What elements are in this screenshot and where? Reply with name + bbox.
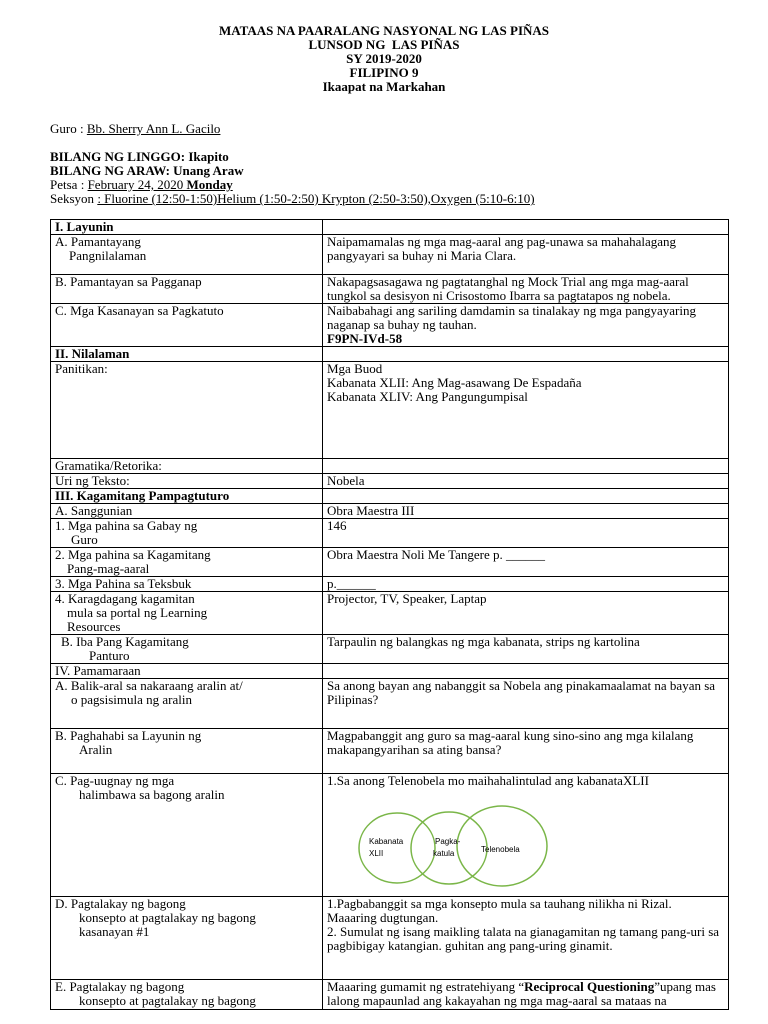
table-cell (323, 459, 729, 474)
row-label (51, 635, 323, 664)
section-heading-layunin: I. Layunin (51, 220, 323, 235)
row-label: 3. Mga Pahina sa Teksbuk (51, 577, 323, 592)
label-line: Pangnilalaman (69, 248, 147, 263)
weekday-value: Monday (186, 177, 233, 192)
day-line: BILANG NG ARAW: Unang Araw (50, 163, 244, 178)
row-value: Nakapagsasagawa ng pagtatanghal ng Mock Trial ang mga mag-aaral tungkol sa desisyon ni Crisostomo Ibarra sa pagtatapos ng nobela. (323, 275, 729, 304)
value-line: 2. Sumulat ng isang maikling talata na gianagamitan ng tamang pang-uri sa pagbibigay katangian. guhitan ang pang-uring ginamit. (327, 924, 720, 953)
value-text: Maaaring gumamit ng estratehiyang “ (327, 979, 525, 994)
row-label (51, 235, 323, 275)
table-row (51, 304, 729, 347)
table-row (51, 980, 729, 1010)
table-row (51, 235, 729, 275)
row-value (323, 362, 729, 459)
label-line: 1. Mga pahina sa Gabay ng (55, 518, 198, 533)
label-line: C. Pag-uugnay ng mga (55, 773, 175, 788)
value-text: ”upang mas lalong mapaunlad ang kakayahan ng mga mag-aaral sa mataas na (327, 979, 716, 1008)
table-row (51, 592, 729, 635)
venn-diagram (327, 788, 724, 896)
section-value: : Fluorine (12:50-1:50)Helium (1:50-2:50) Krypton (2:50-3:50),Oxygen (5:10-6:10) (97, 191, 535, 206)
table-row (51, 635, 729, 664)
row-value: Obra Maestra III (323, 504, 729, 519)
row-value: Naipamamalas ng mga mag-aaral ang pag-unawa sa mahahalagang pangyayari sa buhay ni Maria Clara. (323, 235, 729, 275)
subject-title: FILIPINO 9 (349, 65, 419, 80)
date-line (50, 178, 233, 192)
label-line: mula sa portal ng Learning (67, 605, 208, 620)
row-label (51, 519, 323, 548)
competency-text: Naibabahagi ang sariling damdamin sa tinalakay ng mga pangyayaring naganap sa buhay ng tauhan. (327, 303, 696, 332)
label-line: D. Pagtalakay ng bagong (55, 896, 186, 911)
label-line: Guro (71, 532, 98, 547)
venn-right-label: Telenobela (481, 845, 520, 854)
label-line: kasanayan #1 (79, 924, 150, 939)
table-row (51, 459, 729, 474)
value-line: Mga Buod (327, 361, 383, 376)
row-value: p.______ (323, 577, 729, 592)
table-row (51, 362, 729, 459)
venn-diagram-svg (357, 788, 557, 894)
table-row (51, 548, 729, 577)
school-name: MATAAS NA PAARALANG NASYONAL NG LAS PIÑAS (218, 23, 550, 38)
row-value: Magpabanggit ang guro sa mag-aaral kung sino-sino ang mga kilalang makapangyarihan sa ating bansa? (323, 729, 729, 774)
week-line: BILANG NG LINGGO: Ikapito (50, 149, 229, 164)
row-value (323, 774, 729, 897)
table-row (51, 664, 729, 679)
row-value: Obra Maestra Noli Me Tangere p. ______ (323, 548, 729, 577)
label-line: 4. Karagdagang kagamitan (55, 591, 195, 606)
table-row (51, 774, 729, 897)
row-value: 146 (323, 519, 729, 548)
document-header (0, 24, 768, 94)
venn-middle-circle (411, 812, 487, 884)
venn-left-label-2: XLII (369, 849, 384, 858)
label-line: o pagsisimula ng aralin (71, 692, 192, 707)
school-year: SY 2019-2020 (346, 51, 422, 66)
row-value (323, 980, 729, 1010)
table-row (51, 489, 729, 504)
row-label (51, 679, 323, 729)
label-line: B. Iba Pang Kagamitang (61, 634, 189, 649)
row-value (323, 897, 729, 980)
row-label (51, 548, 323, 577)
label-line: Aralin (79, 742, 113, 757)
label-line: Panturo (89, 648, 130, 663)
table-row (51, 504, 729, 519)
table-cell (323, 347, 729, 362)
label-line: E. Pagtalakay ng bagong (55, 979, 185, 994)
table-row (51, 679, 729, 729)
label-line: Resources (67, 619, 121, 634)
value-line: Kabanata XLIV: Ang Pangungumpisal (327, 389, 528, 404)
row-value: Projector, TV, Speaker, Laptap (323, 592, 729, 635)
section-heading-pamamaraan: IV. Pamamaraan (51, 664, 323, 679)
table-cell (323, 489, 729, 504)
venn-left-label-1: Kabanata (369, 837, 404, 846)
row-label: Gramatika/Retorika: (51, 459, 323, 474)
table-row (51, 729, 729, 774)
row-label: C. Mga Kasanayan sa Pagkatuto (51, 304, 323, 347)
table-row (51, 577, 729, 592)
value-line: Kabanata XLII: Ang Mag-asawang De Espadaña (327, 375, 582, 390)
strategy-name: Reciprocal Questioning (524, 979, 655, 994)
table-row (51, 474, 729, 489)
table-row (51, 347, 729, 362)
row-value: Tarpaulin ng balangkas ng mga kabanata, strips ng kartolina (323, 635, 729, 664)
row-label (51, 980, 323, 1010)
value-line: 1.Pagbabanggit sa mga konsepto mula sa tauhang nilikha ni Rizal. Maaaring dugtungan. (327, 896, 672, 925)
section-heading-kagamitan: III. Kagamitang Pampagtuturo (51, 489, 323, 504)
table-row (51, 220, 729, 235)
label-line: halimbawa sa bagong aralin (79, 787, 225, 802)
city-name: LUNSOD NG LAS PIÑAS (308, 37, 460, 52)
lesson-plan-table (50, 219, 729, 1010)
row-label (51, 774, 323, 897)
venn-middle-label-1: Pagka- (435, 837, 461, 846)
row-label: B. Pamantayan sa Pagganap (51, 275, 323, 304)
row-value (323, 304, 729, 347)
table-cell (323, 220, 729, 235)
row-label (51, 729, 323, 774)
venn-middle-label-2: katula (433, 849, 455, 858)
label-line: A. Pamantayang (55, 234, 141, 249)
section-line (50, 192, 535, 206)
row-label: Panitikan: (51, 362, 323, 459)
label-line: A. Balik-aral sa nakaraang aralin at/ (55, 678, 243, 693)
teacher-label: Guro : (50, 121, 87, 136)
row-label: Uri ng Teksto: (51, 474, 323, 489)
label-line: konsepto at pagtalakay ng bagong (79, 910, 256, 925)
table-cell (323, 664, 729, 679)
venn-left-circle (359, 813, 435, 883)
section-label: Seksyon (50, 191, 98, 206)
row-value: Nobela (323, 474, 729, 489)
section-heading-nilalaman: II. Nilalaman (51, 347, 323, 362)
value-line: 1.Sa anong Telenobela mo maihahalintulad ang kabanataXLII (327, 773, 649, 788)
teacher-line (50, 122, 220, 136)
row-label (51, 897, 323, 980)
date-label: Petsa : (50, 177, 88, 192)
row-label (51, 592, 323, 635)
competency-code: F9PN-IVd-58 (327, 331, 403, 346)
date-value: February 24, 2020 (87, 177, 187, 192)
row-value: Sa anong bayan ang nabanggit sa Nobela ang pinakamaalamat na bayan sa Pilipinas? (323, 679, 729, 729)
label-line: konsepto at pagtalakay ng bagong (79, 993, 256, 1008)
table-row (51, 519, 729, 548)
quarter-title: Ikaapat na Markahan (322, 79, 446, 94)
label-line: Pang-mag-aaral (67, 561, 150, 576)
table-row (51, 897, 729, 980)
teacher-name: Bb. Sherry Ann L. Gacilo (86, 121, 221, 136)
label-line: B. Paghahabi sa Layunin ng (55, 728, 202, 743)
label-line: 2. Mga pahina sa Kagamitang (55, 547, 211, 562)
table-row (51, 275, 729, 304)
row-label: A. Sanggunian (51, 504, 323, 519)
